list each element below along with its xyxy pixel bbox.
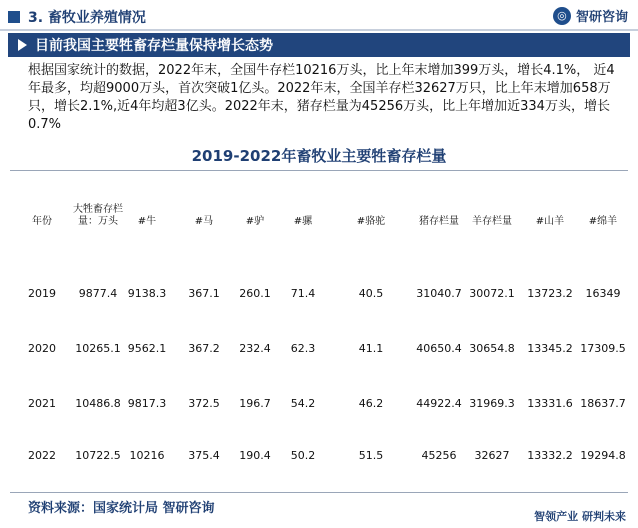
section-marker-icon	[8, 11, 20, 23]
table-cell: 260.1	[239, 287, 271, 300]
table-cell: 372.5	[188, 397, 220, 410]
table-header-cell: #山羊	[535, 216, 565, 227]
table-header-cell: 年份	[32, 216, 52, 227]
table-cell: 196.7	[239, 397, 271, 410]
banner	[8, 33, 630, 57]
table-cell: 375.4	[188, 449, 220, 462]
table-cell: 232.4	[239, 342, 271, 355]
table-cell: 45256	[421, 449, 457, 462]
table-cell: 46.2	[358, 397, 384, 410]
table-cell: 40.5	[358, 287, 384, 300]
brand-logo	[553, 6, 628, 25]
table-cell: 9138.3	[127, 287, 167, 300]
table-cell: 9817.3	[127, 397, 167, 410]
table-cell: 50.2	[290, 449, 316, 462]
table-header-cell: #牛	[137, 216, 157, 227]
table-title: 2019-2022年畜牧业主要牲畜存栏量	[191, 147, 447, 165]
logo-icon: ◎	[553, 7, 571, 25]
table-header-cell: #马	[194, 216, 214, 227]
table-cell: 16349	[585, 287, 621, 300]
table-cell: 19294.8	[580, 449, 626, 462]
banner-arrow-icon	[18, 39, 27, 51]
table-header-cell: #驴	[245, 216, 265, 227]
table-cell: 17309.5	[580, 342, 626, 355]
table-header-cell: 羊存栏量	[472, 216, 512, 227]
table-cell: 9877.4	[78, 287, 118, 300]
table-cell: 10722.5	[75, 449, 121, 462]
table-cell: 13723.2	[527, 287, 573, 300]
table-header-cell: 猪存栏量	[419, 216, 459, 227]
table-cell: 10216	[129, 449, 165, 462]
table-cell: 18637.7	[580, 397, 626, 410]
table-cell: 2019	[28, 287, 56, 300]
table-header-cell: #骡	[293, 216, 313, 227]
table-cell: 9562.1	[127, 342, 167, 355]
table-cell: 13345.2	[527, 342, 573, 355]
table-cell: 44922.4	[416, 397, 462, 410]
table-header-cell: #骆驼	[356, 216, 386, 227]
section-title: 3. 畜牧业养殖情况	[28, 10, 146, 26]
table-cell: 2022	[28, 449, 56, 462]
table-cell: 367.1	[188, 287, 220, 300]
table-cell: 10486.8	[75, 397, 121, 410]
table-cell: 367.2	[188, 342, 220, 355]
logo-text: 智研咨询	[575, 10, 628, 25]
summary-paragraph: 根据国家统计的数据，2022年末，全国牛存栏10216万头，比上年末增加399万头，增长4.1%， 近4年最多，均超9000万头，首次突破1亿头。2022年末，全国羊存栏32627万只，比上年末增加658万只，增长2.1%,近4年均超3亿头。2022年末，猪存栏量为45256万头，比上年增加近334万头，增长0.7%	[28, 63, 615, 132]
table-cell: 30072.1	[469, 287, 515, 300]
footer-slogan: 智领产业 研判未来	[534, 510, 626, 523]
table-cell: 51.5	[358, 449, 384, 462]
table-cell: 31040.7	[416, 287, 462, 300]
table-cell: 54.2	[290, 397, 316, 410]
table-cell: 31969.3	[469, 397, 515, 410]
table-cell: 13331.6	[527, 397, 573, 410]
table-cell: 32627	[474, 449, 510, 462]
source-note: 资料来源：国家统计局 智研咨询	[28, 501, 215, 516]
section-header	[8, 6, 146, 28]
table-cell: 41.1	[358, 342, 384, 355]
table-header-cell: #绵羊	[588, 216, 618, 227]
footer-divider	[10, 492, 628, 493]
table-title-divider	[10, 170, 628, 171]
table-cell: 10265.1	[75, 342, 121, 355]
table-cell: 40650.4	[416, 342, 462, 355]
table-header-cell: 大牲畜存栏量：万头	[73, 204, 123, 227]
header-divider	[0, 29, 638, 31]
table-cell: 13332.2	[527, 449, 573, 462]
table-cell: 30654.8	[469, 342, 515, 355]
banner-title: 目前我国主要牲畜存栏量保持增长态势	[35, 38, 273, 54]
table-cell: 2020	[28, 342, 56, 355]
table-cell: 2021	[28, 397, 56, 410]
table-cell: 190.4	[239, 449, 271, 462]
table-cell: 62.3	[290, 342, 316, 355]
table-cell: 71.4	[290, 287, 316, 300]
